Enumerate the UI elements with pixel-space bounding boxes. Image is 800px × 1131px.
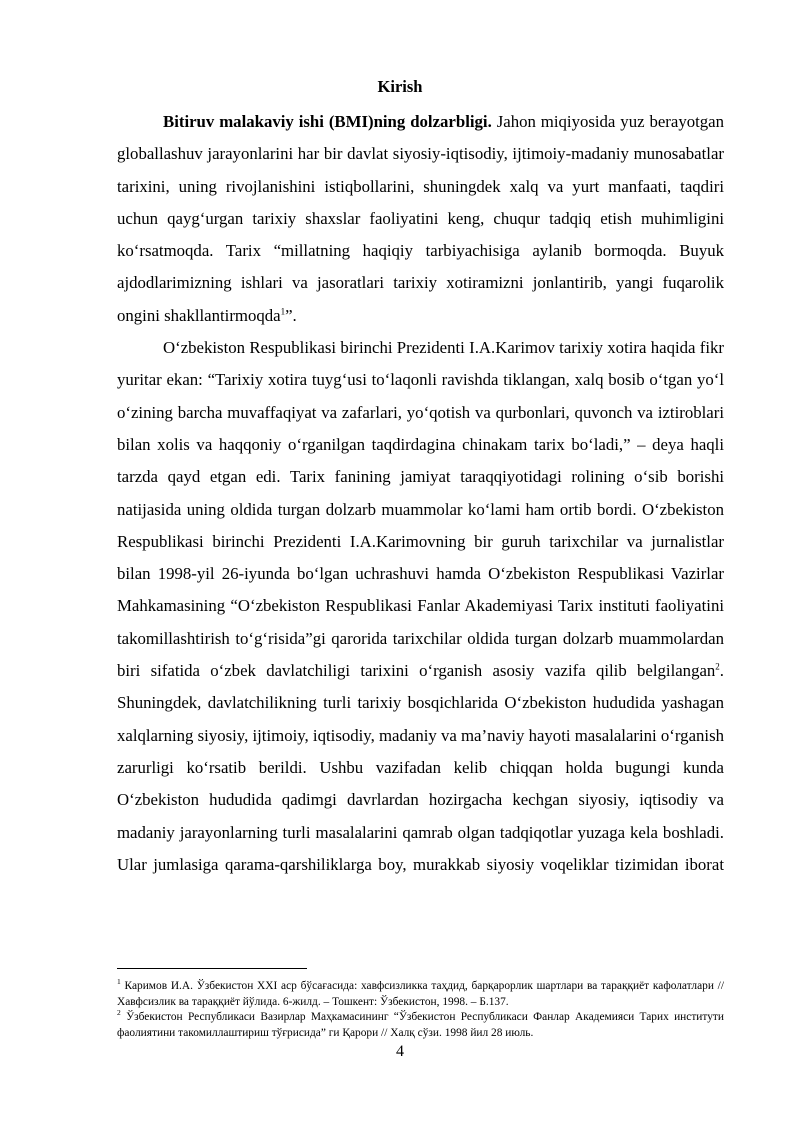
paragraph-karimov	[117, 332, 724, 881]
footnote-text: Ўзбекистон Республикаси Вазирлар Маҳкамасининг “Ўзбекистон Республикаси Фанлар Академияси Тарих институти фаолиятини такомиллаштириш тўғрисида” ги Қарори // Халқ сўзи. 1998 йил 28 июль.	[117, 1011, 724, 1039]
paragraph-text-continued: ”.	[285, 305, 297, 325]
footnote-text: Каримов И.А. Ўзбекистон XXI аср бўсағасида: хавфсизликка таҳдид, барқарорлик шартлари ва тараққиёт кафолатлари // Хавфсизлик ва тараққиёт йўлида. 6-жилд. – Тошкент: Ўзбекистон, 1998. – Б.137.	[117, 980, 724, 1008]
body-text	[117, 106, 724, 881]
footnote-number: 1	[117, 977, 121, 987]
footnote-item	[117, 1010, 724, 1041]
paragraph-text: Jahon miqiyosida yuz berayotgan globallashuv jarayonlarini har bir davlat siyosiy-iqtisodiy, ijtimoiy-madaniy munosabatlar tarixini, uning rivojlanishini istiqbollarini, shuningdek xalq va yurt manfaati, taqdiri uchun qayg‘urgan tarixiy shaxslar faoliyatini keng, chuqur tadqiq etish muhimligini ko‘rsatmoqda. Tarix “millatning haqiqiy tarbiyachisiga aylanib bormoqda. Buyuk ajdodlarimizning ishlari va jasoratlari tarixiy xotiramizni jonlantirib, yangi fuqarolik ongini shakllantirmoqda	[117, 112, 725, 325]
section-heading: Kirish	[377, 77, 423, 96]
paragraph-text-continued: . Shuningdek, davlatchilikning turli tarixiy bosqichlarida O‘zbekiston hududida yashagan xalqlarning siyosiy, ijtimoiy, iqtisodiy, madaniy va ma’naviy hayoti masalalarini o‘rganish zarurligi ko‘rsatib berildi. Ushbu vazifadan kelib chiqqan holda bugungi kunda O‘zbekiston hududida qadimgi davrlardan hozirgacha kechgan siyosiy, iqtisodiy va madaniy jarayonlarning turli masalalarini qamrab olgan tadqiqotlar yuzaga kela boshladi. Ular jumlasiga qarama-qarshiliklarga boy, murakkab siyosiy voqeliklar tizimidan iborat	[117, 661, 724, 874]
paragraph-lead-title: Bitiruv malakaviy ishi (BMI)ning dolzarbligi.	[163, 112, 492, 131]
footnote-number: 2	[117, 1008, 121, 1018]
paragraph-text: O‘zbekiston Respublikasi birinchi Prezidenti I.A.Karimov tarixiy xotira haqida fikr yuritar ekan: “Tarixiy xotira tuyg‘usi to‘laqonli ravishda tiklangan, xalq bosib o‘tgan yo‘l o‘zining barcha muvaffaqiyat va zafarlari, yo‘qotish va qurbonlari, quvonch va iztiroblari bilan xolis va haqqoniy o‘rganilgan taqdirdagina chinakam tarix bo‘ladi,” – deya haqli tarzda qayd etgan edi. Tarix fanining jamiyat taraqqiyotidagi rolining o‘sib borishi natijasida uning oldida turgan dolzarb muammolar ko‘lami ham ortib bordi. O‘zbekiston Respublikasi birinchi Prezidenti I.A.Karimovning bir guruh tarixchilar va jurnalistlar bilan 1998-yil 26-iyunda bo‘lgan uchrashuvi hamda O‘zbekiston Respublikasi Vazirlar Mahkamasining “O‘zbekiston Respublikasi Fanlar Akademiyasi Tarix instituti faoliyatini takomillashtirish to‘g‘risida”gi qarorida tarixchilar oldida turgan dolzarb muammolardan biri sifatida o‘zbek davlatchiligi tarixini o‘rganish asosiy vazifa qilib belgilangan	[117, 338, 724, 681]
footnote-reference[interactable]: 1	[280, 306, 286, 317]
footnote-item	[117, 979, 724, 1010]
footnote-reference[interactable]: 2	[715, 661, 720, 672]
footnotes	[117, 979, 724, 1041]
page-number: 4	[396, 1043, 404, 1060]
footnote-separator	[117, 968, 307, 969]
paragraph-relevance	[117, 106, 724, 332]
